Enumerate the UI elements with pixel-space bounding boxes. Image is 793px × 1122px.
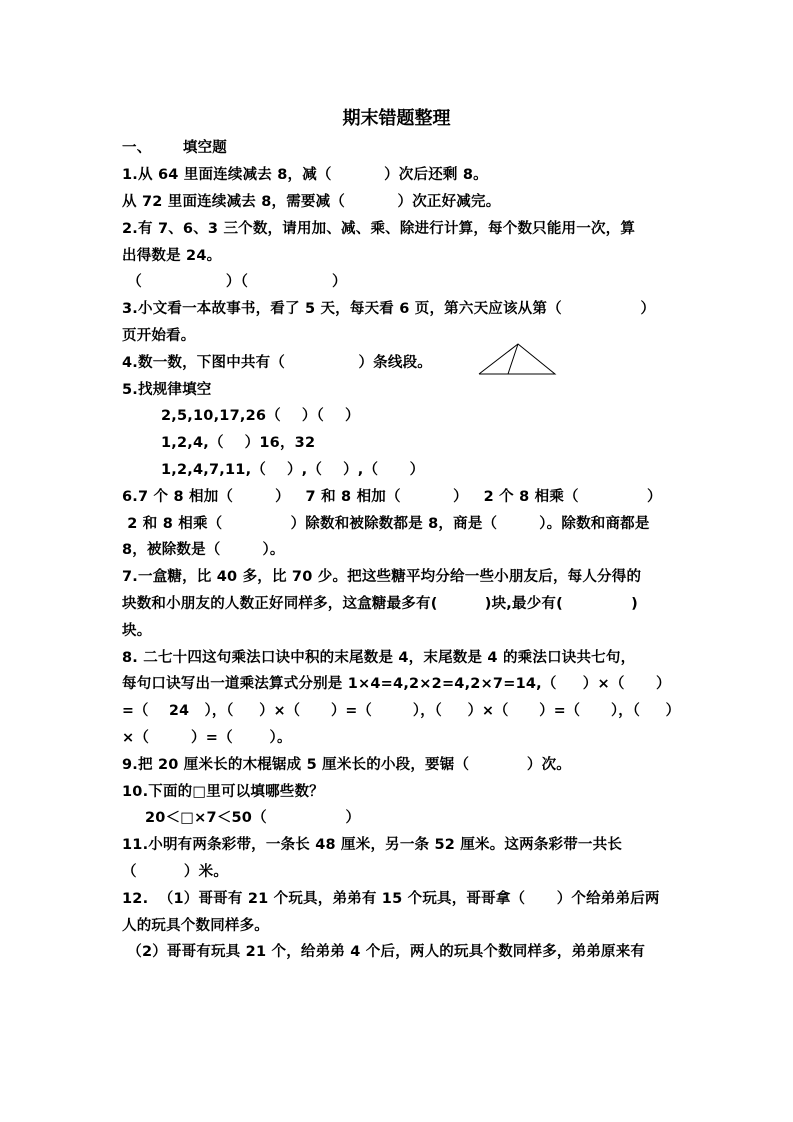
question-2-line-2: 出得数是 24。	[122, 248, 222, 264]
question-1-line-2: 从 72 里面连续减去 8，需要减（ ）次正好减完。	[122, 194, 501, 210]
question-3-line-2: 页开始看。	[122, 328, 196, 344]
question-2-answer-blanks: （ ）（ ）	[122, 274, 347, 290]
question-10-inequality: 20＜□×7＜50（ ）	[145, 810, 361, 826]
question-8-line-3: =（ 24 ），（ ）×（ ）=（ ），（ ）×（ ）=（ ），（ ）	[122, 703, 681, 719]
question-6-line-3: 8，被除数是（ ）。	[122, 542, 285, 558]
question-5-sequence-2: 1,2,4,（ ）16，32	[161, 435, 316, 451]
question-7-line-3: 块。	[122, 623, 152, 639]
question-11-line-2: （ ）米。	[122, 864, 229, 880]
question-7-line-2: 块数和小朋友的人数正好同样多，这盒糖最多有( )块,最少有( )	[122, 596, 638, 612]
question-3-line-1: 3.小文看一本故事书，看了 5 天，每天看 6 页，第六天应该从第（ ）	[122, 301, 656, 317]
question-7-line-1: 7.一盒糖，比 40 多，比 70 少。把这些糖平均分给一些小朋友后，每人分得的	[122, 569, 642, 585]
question-1-line-1: 1.从 64 里面连续减去 8，减（ ）次后还剩 8。	[122, 167, 488, 183]
question-12-line-2: 人的玩具个数同样多。	[122, 918, 269, 934]
page-title: 期末错题整理	[342, 108, 451, 129]
question-5-sequence-1: 2,5,10,17,26（ ）（ ）	[161, 408, 360, 424]
question-2-line-1: 2.有 7、6、3 三个数，请用加、减、乘、除进行计算，每个数只能用一次，算	[122, 221, 636, 237]
question-8-line-1: 8. 二七十四这句乘法口诀中积的末尾数是 4，末尾数是 4 的乘法口诀共七句，	[122, 650, 636, 666]
question-5: 5.找规律填空	[122, 382, 212, 398]
section-heading: 一、 填空题	[122, 140, 227, 156]
question-8-line-4: ×（ ）=（ ）。	[122, 730, 292, 746]
question-9: 9.把 20 厘米长的木棍锯成 5 厘米长的小段，要锯（ ）次。	[122, 757, 571, 773]
question-8-line-2: 每句口诀写出一道乘法算式分别是 1×4=4,2×2=4,2×7=14,（ ）×（ ）	[122, 676, 671, 692]
question-6-line-1: 6.7 个 8 相加（ ） 7 和 8 相加（ ） 2 个 8 相乘（ ）	[122, 489, 662, 505]
question-12-line-1: 12. （1）哥哥有 21 个玩具，弟弟有 15 个玩具，哥哥拿（ ）个给弟弟后两	[122, 891, 660, 907]
question-10: 10.下面的□里可以填哪些数？	[122, 784, 324, 800]
question-6-line-2: 2 和 8 相乘（ ）除数和被除数都是 8，商是（ ）。除数和商都是	[122, 516, 650, 532]
triangle-figure	[478, 343, 558, 377]
question-12-line-3: （2）哥哥有玩具 21 个，给弟弟 4 个后，两人的玩具个数同样多，弟弟原来有	[122, 944, 646, 960]
question-4: 4.数一数，下图中共有（ ）条线段。	[122, 355, 432, 371]
question-11-line-1: 11.小明有两条彩带，一条长 48 厘米，另一条 52 厘米。这两条彩带一共长	[122, 837, 623, 853]
question-5-sequence-3: 1,2,4,7,11,（ ）,（ ）,（ ）	[161, 462, 425, 478]
